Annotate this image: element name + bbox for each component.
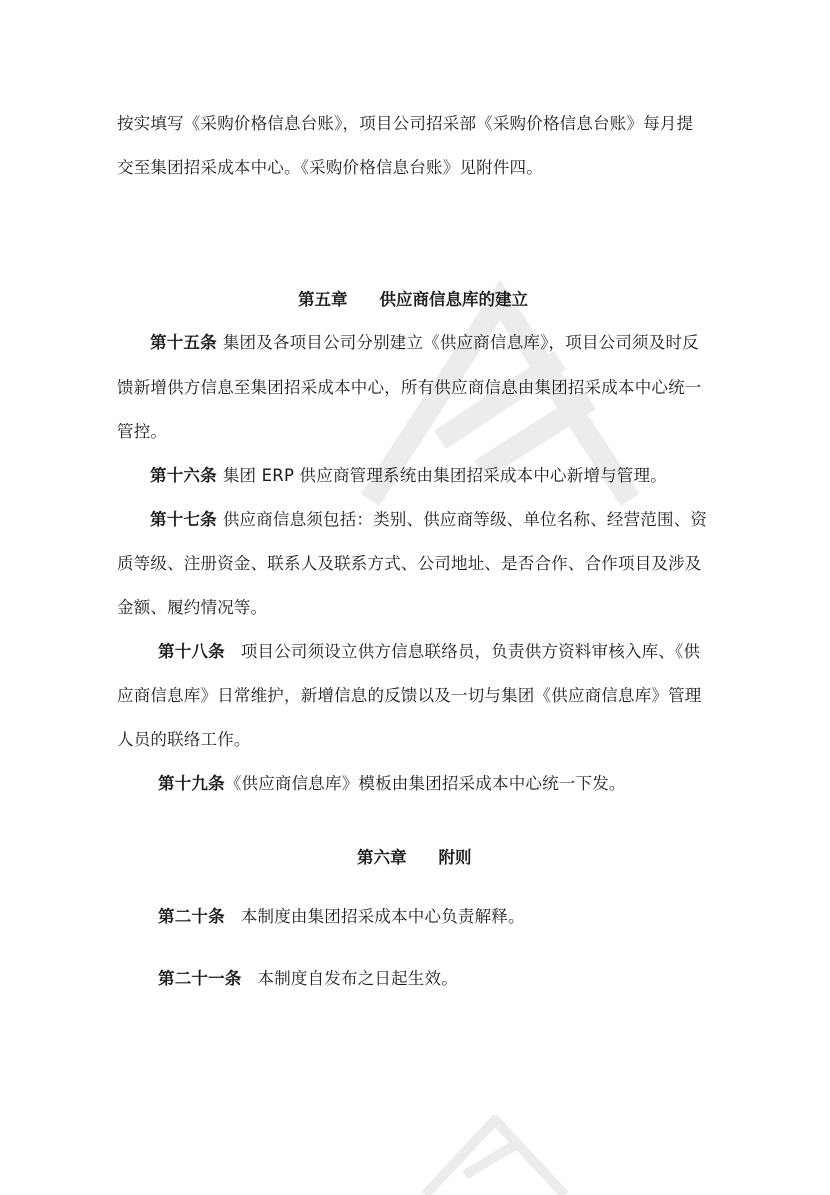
- chapter-heading: [357, 847, 472, 869]
- chapter-number: 第五章: [298, 290, 348, 309]
- paragraph-line: 管控。: [117, 422, 168, 441]
- article-19: [158, 773, 626, 795]
- article-label: 第二十条: [158, 907, 225, 926]
- chapter-number: 第六章: [357, 848, 407, 867]
- article-21: [158, 968, 458, 990]
- paragraph-line: 交至集团招采成本中心。《采购价格信息台账》见附件四。: [117, 158, 543, 177]
- article-17: [150, 509, 707, 531]
- chapter-title: 附则: [438, 848, 472, 867]
- article-text: 本制度自发布之日起生效。: [257, 969, 458, 988]
- article-16: [150, 465, 667, 487]
- article-text: 供应商信息须包括：类别、供应商等级、单位名称、经营范围、资: [222, 510, 708, 529]
- chapter-heading: [298, 289, 528, 311]
- paragraph-line: 应商信息库》日常维护，新增信息的反馈以及一切与集团《供应商信息库》管理: [117, 686, 702, 705]
- chapter-title: 供应商信息库的建立: [379, 290, 528, 309]
- paragraph-line: 按实填写《采购价格信息台账》，项目公司招采部《采购价格信息台账》每月提: [117, 114, 694, 133]
- article-label: 第十六条: [150, 466, 217, 485]
- article-text: 本制度由集团招采成本中心负责解释。: [240, 907, 525, 926]
- article-18: [158, 641, 700, 663]
- paragraph-line: 金额、履约情况等。: [117, 598, 268, 617]
- article-label: 第十五条: [150, 333, 217, 352]
- paragraph-line: 人员的联络工作。: [117, 730, 251, 749]
- article-label: 第二十一条: [158, 969, 242, 988]
- article-label: 第十九条: [158, 774, 225, 793]
- article-text: 《供应商信息库》模板由集团招采成本中心统一下发。: [224, 774, 626, 793]
- article-text: 集团 ERP 供应商管理系统由集团招采成本中心新增与管理。: [222, 466, 667, 485]
- article-20: [158, 906, 525, 928]
- article-15: [150, 332, 699, 354]
- article-label: 第十八条: [158, 642, 225, 661]
- paragraph-line: 质等级、注册资金、联系人及联系方式、公司地址、是否合作、合作项目及涉及: [117, 554, 702, 573]
- article-text: 项目公司须设立供方信息联络员，负责供方资料审核入库、《供: [240, 642, 701, 661]
- article-label: 第十七条: [150, 510, 217, 529]
- article-text: 集团及各项目公司分别建立《供应商信息库》，项目公司须及时反: [222, 333, 699, 352]
- paragraph-line: 馈新增供方信息至集团招采成本中心，所有供应商信息由集团招采成本中心统一: [117, 378, 702, 397]
- watermark-icon: [420, 1115, 570, 1195]
